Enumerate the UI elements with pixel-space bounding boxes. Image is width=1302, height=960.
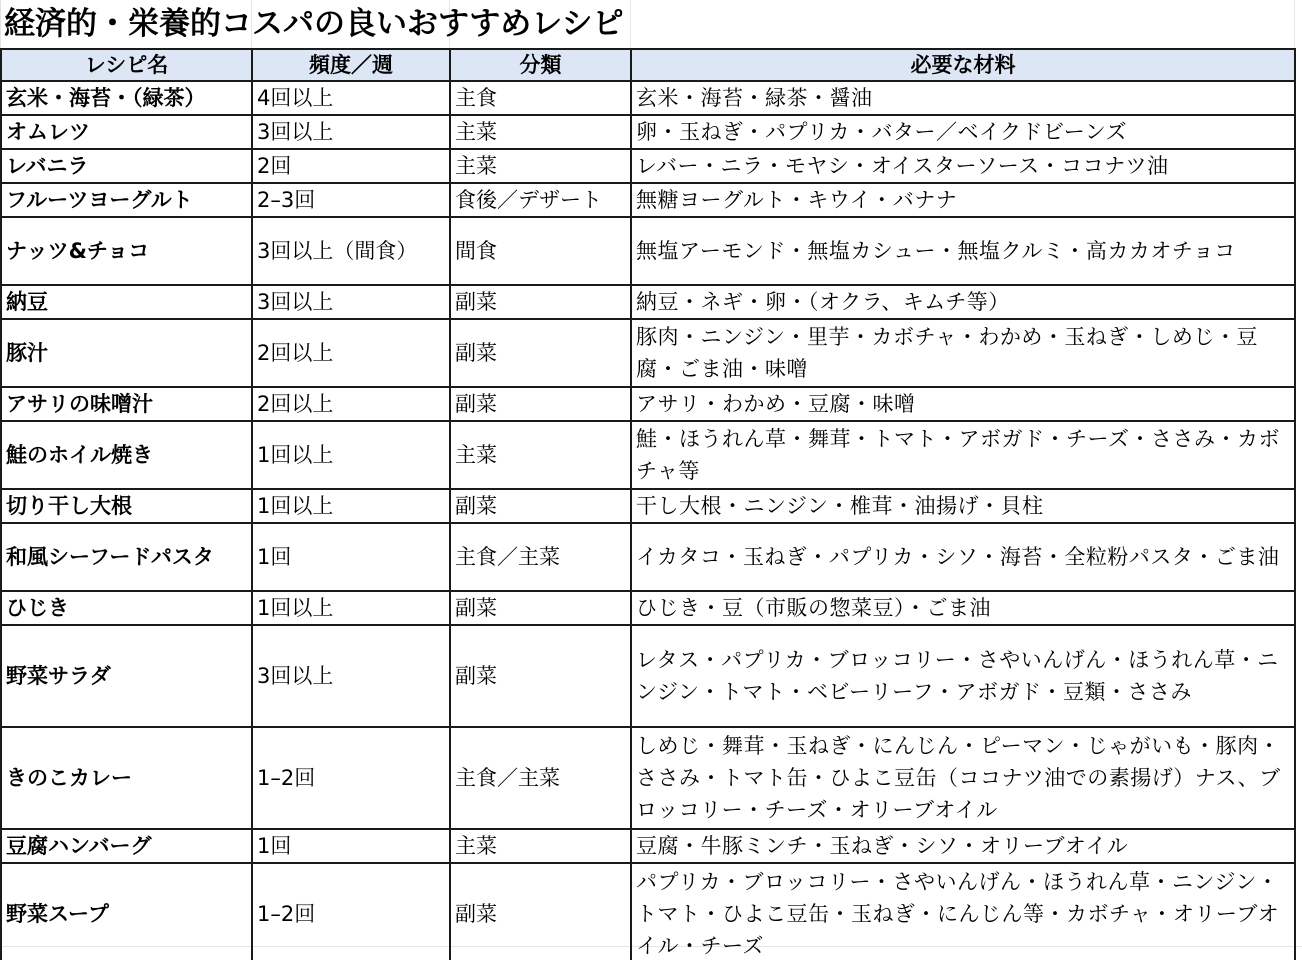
recipe-name-cell[interactable]: ひじき [1,591,252,625]
ingredients-cell[interactable]: 玄米・海苔・緑茶・醤油 [631,81,1295,115]
ingredients-cell[interactable]: 卵・玉ねぎ・パプリカ・バター／ベイクドビーンズ [631,115,1295,149]
recipe-name-cell[interactable]: 豆腐ハンバーグ [1,829,252,863]
recipe-table [0,48,1296,960]
frequency-cell[interactable]: 3回以上 [252,115,450,149]
frequency-cell[interactable]: 4回以上 [252,81,450,115]
table-row [1,591,1295,625]
frequency-cell[interactable]: 1–2回 [252,727,450,829]
header-frequency[interactable]: 頻度／週 [252,49,450,81]
category-cell[interactable]: 副菜 [450,489,631,523]
ingredients-cell[interactable]: 無塩アーモンド・無塩カシュー・無塩クルミ・高カカオチョコ [631,217,1295,285]
frequency-cell[interactable]: 3回以上 [252,285,450,319]
ingredients-cell[interactable]: ひじき・豆（市販の惣菜豆）・ごま油 [631,591,1295,625]
table-row [1,829,1295,863]
category-cell[interactable]: 主菜 [450,149,631,183]
ingredients-cell[interactable]: 鮭・ほうれん草・舞茸・トマト・アボガド・チーズ・ささみ・カボチャ等 [631,421,1295,489]
ingredients-cell[interactable]: レバー・ニラ・モヤシ・オイスターソース・ココナツ油 [631,149,1295,183]
table-row [1,81,1295,115]
frequency-cell[interactable]: 1回 [252,523,450,591]
recipe-name-cell[interactable]: 和風シーフードパスタ [1,523,252,591]
ingredients-cell[interactable]: 豆腐・牛豚ミンチ・玉ねぎ・シソ・オリーブオイル [631,829,1295,863]
ingredients-cell[interactable]: 無糖ヨーグルト・キウイ・バナナ [631,183,1295,217]
category-cell[interactable]: 副菜 [450,319,631,387]
category-cell[interactable]: 副菜 [450,387,631,421]
frequency-cell[interactable]: 2回 [252,149,450,183]
category-cell[interactable]: 主食／主菜 [450,727,631,829]
table-row [1,285,1295,319]
recipe-name-cell[interactable]: 切り干し大根 [1,489,252,523]
frequency-cell[interactable]: 2–3回 [252,183,450,217]
frequency-cell[interactable]: 1回 [252,829,450,863]
recipe-name-cell[interactable]: アサリの味噌汁 [1,387,252,421]
recipe-name-cell[interactable]: レバニラ [1,149,252,183]
header-category[interactable]: 分類 [450,49,631,81]
recipe-name-cell[interactable]: 野菜スープ [1,863,252,960]
table-row [1,625,1295,727]
category-cell[interactable]: 主食 [450,81,631,115]
frequency-cell[interactable]: 1–2回 [252,863,450,960]
table-row [1,149,1295,183]
recipe-name-cell[interactable]: きのこカレー [1,727,252,829]
table-row [1,319,1295,387]
recipe-name-cell[interactable]: 納豆 [1,285,252,319]
table-row [1,489,1295,523]
frequency-cell[interactable]: 2回以上 [252,319,450,387]
table-row [1,217,1295,285]
ingredients-cell[interactable]: イカタコ・玉ねぎ・パプリカ・シソ・海苔・全粒粉パスタ・ごま油 [631,523,1295,591]
category-cell[interactable]: 主菜 [450,829,631,863]
category-cell[interactable]: 主菜 [450,421,631,489]
category-cell[interactable]: 主菜 [450,115,631,149]
category-cell[interactable]: 副菜 [450,591,631,625]
ingredients-cell[interactable]: レタス・パプリカ・ブロッコリー・さやいんげん・ほうれん草・ニンジン・トマト・ベビーリーフ・アボガド・豆類・ささみ [631,625,1295,727]
recipe-name-cell[interactable]: オムレツ [1,115,252,149]
category-cell[interactable]: 食後／デザート [450,183,631,217]
table-row [1,421,1295,489]
ingredients-cell[interactable]: アサリ・わかめ・豆腐・味噌 [631,387,1295,421]
recipe-name-cell[interactable]: 野菜サラダ [1,625,252,727]
recipe-name-cell[interactable]: ナッツ&チョコ [1,217,252,285]
table-row [1,727,1295,829]
frequency-cell[interactable]: 1回以上 [252,421,450,489]
ingredients-cell[interactable]: 干し大根・ニンジン・椎茸・油揚げ・貝柱 [631,489,1295,523]
category-cell[interactable]: 副菜 [450,625,631,727]
frequency-cell[interactable]: 3回以上（間食） [252,217,450,285]
category-cell[interactable]: 副菜 [450,285,631,319]
ingredients-cell[interactable]: しめじ・舞茸・玉ねぎ・にんじん・ピーマン・じゃがいも・豚肉・ささみ・トマト缶・ひよこ豆缶（ココナツ油での素揚げ）ナス、ブロッコリー・チーズ・オリーブオイル [631,727,1295,829]
ingredients-cell[interactable]: 納豆・ネギ・卵・（オクラ、キムチ等） [631,285,1295,319]
table-row [1,523,1295,591]
category-cell[interactable]: 主食／主菜 [450,523,631,591]
table-row [1,183,1295,217]
table-row [1,863,1295,960]
frequency-cell[interactable]: 1回以上 [252,591,450,625]
category-cell[interactable]: 間食 [450,217,631,285]
sheet-title: 経済的・栄養的コスパの良いおすすめレシピ [4,6,624,42]
recipe-name-cell[interactable]: フルーツヨーグルト [1,183,252,217]
header-row [1,49,1295,81]
ingredients-cell[interactable]: パプリカ・ブロッコリー・さやいんげん・ほうれん草・ニンジン・トマト・ひよこ豆缶・玉ねぎ・にんじん等・カボチャ・オリーブオイル・チーズ [631,863,1295,960]
recipe-name-cell[interactable]: 玄米・海苔・（緑茶） [1,81,252,115]
header-ingredients[interactable]: 必要な材料 [631,49,1295,81]
frequency-cell[interactable]: 1回以上 [252,489,450,523]
recipe-name-cell[interactable]: 鮭のホイル焼き [1,421,252,489]
category-cell[interactable]: 副菜 [450,863,631,960]
frequency-cell[interactable]: 2回以上 [252,387,450,421]
header-recipe-name[interactable]: レシピ名 [1,49,252,81]
frequency-cell[interactable]: 3回以上 [252,625,450,727]
ingredients-cell[interactable]: 豚肉・ニンジン・里芋・カボチャ・わかめ・玉ねぎ・しめじ・豆腐・ごま油・味噌 [631,319,1295,387]
table-row [1,115,1295,149]
table-row [1,387,1295,421]
recipe-name-cell[interactable]: 豚汁 [1,319,252,387]
